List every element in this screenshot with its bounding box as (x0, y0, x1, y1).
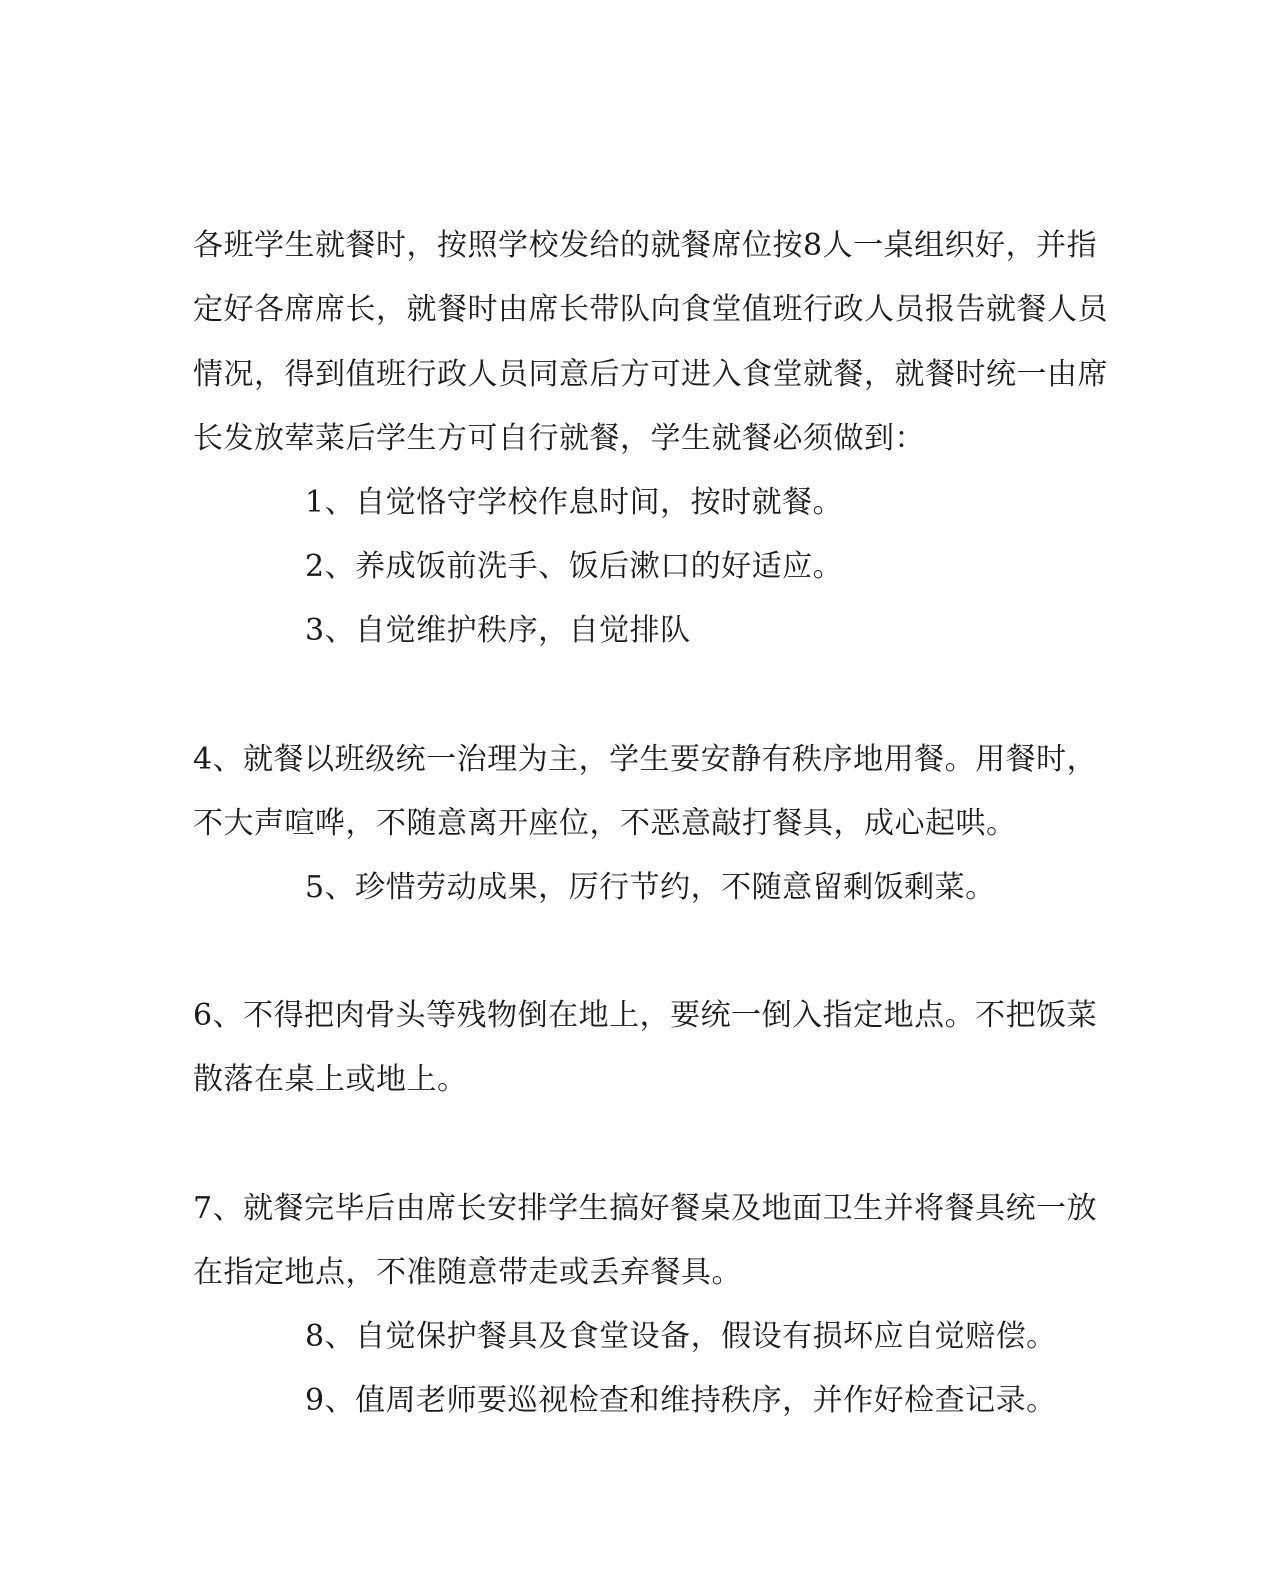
rule-item-7-line-1: 7、就餐完毕后由席长安排学生搞好餐桌及地面卫生并将餐具统一放 (193, 1191, 1098, 1226)
rule-item-9: 9、值周老师要巡视检查和维持秩序，并作好检查记录。 (305, 1383, 1057, 1418)
rule-item-6-line-2: 散落在桌上或地上。 (193, 1062, 468, 1097)
intro-line-4: 长发放荤菜后学生方可自行就餐，学生就餐必须做到： (193, 421, 925, 456)
intro-line-2: 定好各席席长，就餐时由席长带队向食堂值班行政人员报告就餐人员 (193, 292, 1108, 327)
rule-item-2: 2、养成饭前洗手、饭后漱口的好适应。 (305, 549, 844, 584)
rule-item-4-line-1: 4、就餐以班级统一治理为主，学生要安静有秩序地用餐。用餐时， (193, 742, 1098, 777)
intro-line-3: 情况，得到值班行政人员同意后方可进入食堂就餐，就餐时统一由席 (193, 357, 1108, 392)
rule-item-1: 1、自觉恪守学校作息时间，按时就餐。 (305, 485, 844, 520)
rule-item-5: 5、珍惜劳动成果，厉行节约，不随意留剩饭剩菜。 (305, 870, 996, 905)
intro-line-1: 各班学生就餐时，按照学校发给的就餐席位按8人一桌组织好，并指 (193, 228, 1098, 263)
rule-item-8: 8、自觉保护餐具及食堂设备，假设有损坏应自觉赔偿。 (305, 1319, 1057, 1354)
rule-item-3: 3、自觉维护秩序，自觉排队 (305, 613, 691, 648)
rule-item-4-line-2: 不大声喧哗，不随意离开座位，不恶意敲打餐具，成心起哄。 (193, 806, 1017, 841)
rule-item-6-line-1: 6、不得把肉骨头等残物倒在地上，要统一倒入指定地点。不把饭菜 (193, 998, 1098, 1033)
rule-item-7-line-2: 在指定地点，不准随意带走或丢弃餐具。 (193, 1255, 742, 1290)
